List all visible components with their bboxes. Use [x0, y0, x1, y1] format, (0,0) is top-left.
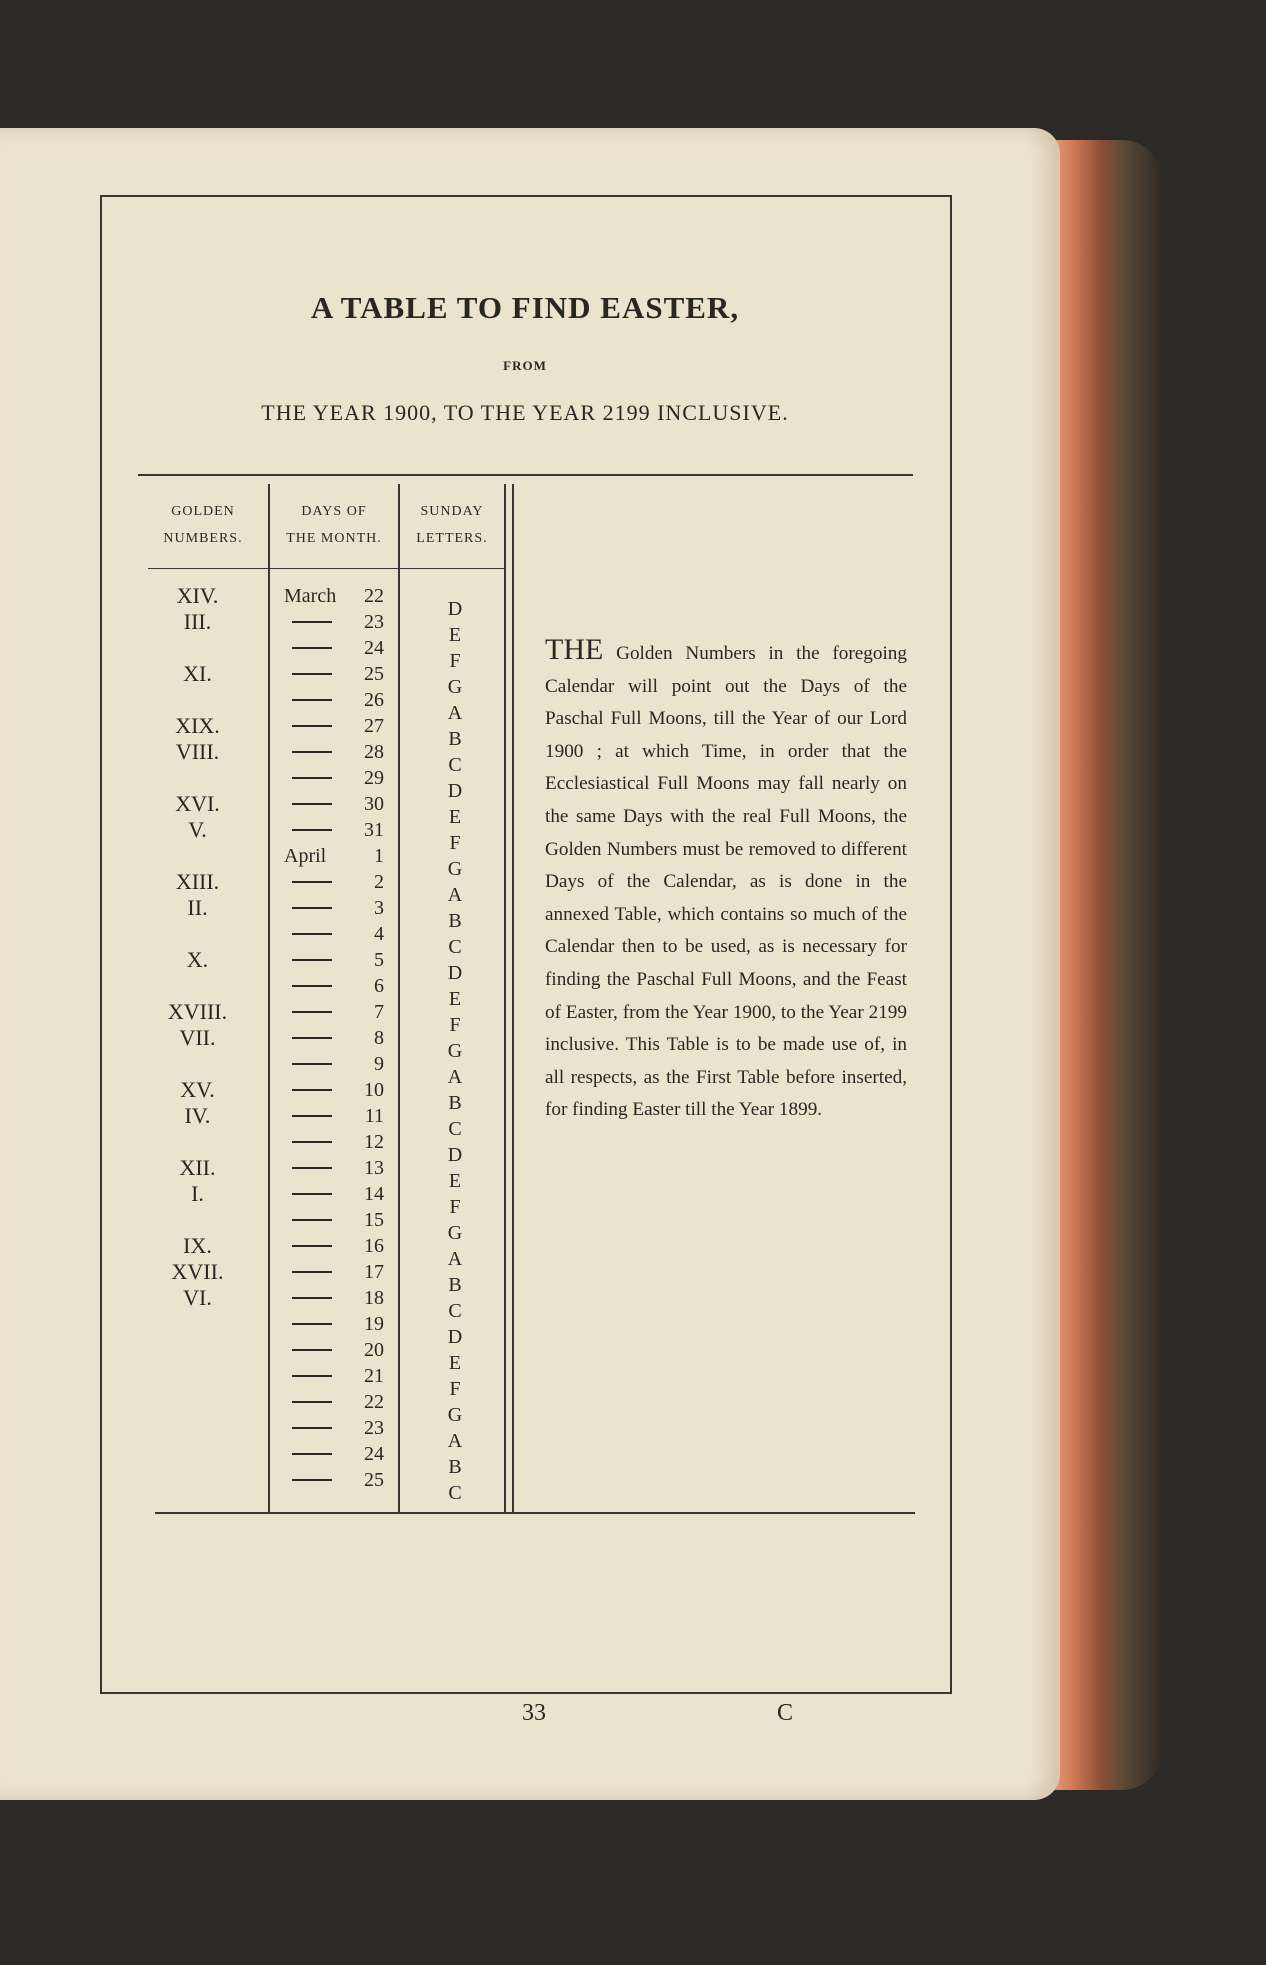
- day-row: [280, 661, 390, 687]
- golden-number-cell: III.: [183, 609, 212, 634]
- day-number: 27: [364, 715, 384, 737]
- ditto-dash: [292, 1089, 332, 1091]
- golden-number-cell: [140, 635, 255, 661]
- ditto-dash: [292, 881, 332, 883]
- sunday-letter-cell: F: [449, 832, 461, 854]
- ditto-dash: [292, 751, 332, 753]
- golden-number-cell: X.: [186, 947, 209, 972]
- golden-number-cell: XIV.: [176, 583, 219, 608]
- sunday-letter-cell: D: [447, 598, 463, 620]
- golden-number-cell: [140, 1129, 255, 1155]
- golden-numbers-column: [140, 583, 255, 1311]
- day-row: [280, 791, 390, 817]
- day-number: 30: [364, 793, 384, 815]
- day-row: [280, 1207, 390, 1233]
- ditto-dash: [292, 699, 332, 701]
- day-row: [280, 947, 390, 973]
- sunday-letter-cell: B: [448, 1456, 462, 1478]
- sunday-letter-cell: F: [449, 1014, 461, 1036]
- ditto-dash: [292, 1011, 332, 1013]
- day-number: 6: [374, 975, 384, 997]
- day-row: [280, 1259, 390, 1285]
- ditto-dash: [292, 673, 332, 675]
- day-number: 15: [364, 1209, 384, 1231]
- ditto-dash: [292, 985, 332, 987]
- golden-number-cell: XIII.: [175, 869, 220, 894]
- golden-number-cell: IV.: [184, 1103, 211, 1128]
- day-row: [280, 765, 390, 791]
- ditto-dash: [292, 1375, 332, 1377]
- sunday-letter-cell: E: [448, 624, 462, 646]
- golden-number-cell: IX.: [183, 1233, 212, 1258]
- table-top-rule: [138, 474, 913, 476]
- golden-number-cell: II.: [187, 895, 208, 920]
- sunday-letter-cell: C: [448, 754, 462, 776]
- ditto-dash: [292, 803, 332, 805]
- day-number: 8: [374, 1027, 384, 1049]
- ditto-dash: [292, 1323, 332, 1325]
- sunday-letter-cell: B: [448, 728, 462, 750]
- day-number: 31: [364, 819, 384, 841]
- explanatory-paragraph: [545, 634, 907, 1127]
- day-number: 7: [374, 1001, 384, 1023]
- golden-number-cell: [140, 843, 255, 869]
- day-number: 25: [364, 1469, 384, 1491]
- day-row: [280, 1025, 390, 1051]
- day-row: [280, 609, 390, 635]
- month-label: April: [284, 845, 327, 867]
- day-row: [280, 1103, 390, 1129]
- day-number: 21: [364, 1365, 384, 1387]
- day-row: [280, 1467, 390, 1493]
- golden-number-cell: XVII.: [171, 1259, 224, 1284]
- day-row: [280, 1389, 390, 1415]
- sunday-letter-cell: B: [448, 1274, 462, 1296]
- ditto-dash: [292, 1063, 332, 1065]
- ditto-dash: [292, 933, 332, 935]
- day-row: [280, 1337, 390, 1363]
- golden-number-cell: V.: [188, 817, 207, 842]
- day-number: 11: [364, 1105, 384, 1127]
- ditto-dash: [292, 1479, 332, 1481]
- day-row: [280, 999, 390, 1025]
- day-row: [280, 1233, 390, 1259]
- day-row: [280, 1077, 390, 1103]
- day-row: [280, 713, 390, 739]
- day-row: [280, 817, 390, 843]
- day-number: 5: [374, 949, 384, 971]
- sunday-letter-cell: G: [447, 1222, 463, 1244]
- day-row: [280, 1155, 390, 1181]
- sunday-letter-cell: A: [447, 1066, 463, 1088]
- sunday-letter-cell: F: [449, 650, 461, 672]
- ditto-dash: [292, 1349, 332, 1351]
- month-label: March: [284, 585, 337, 607]
- day-number: 12: [364, 1131, 384, 1153]
- ditto-dash: [292, 1167, 332, 1169]
- day-row: [280, 739, 390, 765]
- sunday-letter-cell: G: [447, 1404, 463, 1426]
- day-row: [280, 869, 390, 895]
- ditto-dash: [292, 725, 332, 727]
- sunday-letter-cell: E: [448, 1170, 462, 1192]
- ditto-dash: [292, 907, 332, 909]
- header-sunday-letters: SUNDAY LETTERS.: [416, 504, 488, 546]
- day-row: [280, 583, 390, 609]
- day-number: 29: [364, 767, 384, 789]
- day-number: 24: [364, 637, 384, 659]
- day-number: 22: [364, 1391, 384, 1413]
- day-number: 25: [364, 663, 384, 685]
- day-number: 22: [364, 585, 384, 607]
- ditto-dash: [292, 1193, 332, 1195]
- sunday-letter-cell: C: [448, 1300, 462, 1322]
- golden-number-cell: XIX.: [175, 713, 220, 738]
- ditto-dash: [292, 1427, 332, 1429]
- ditto-dash: [292, 829, 332, 831]
- column-rule-2: [398, 484, 400, 1514]
- golden-number-cell: XVI.: [175, 791, 220, 816]
- golden-number-cell: XVIII.: [167, 999, 228, 1024]
- day-number: 1: [374, 845, 384, 867]
- day-row: [280, 1415, 390, 1441]
- day-number: 26: [364, 689, 384, 711]
- day-row: [280, 1051, 390, 1077]
- sunday-letter-cell: C: [448, 1482, 462, 1504]
- day-row: [280, 843, 390, 869]
- ditto-dash: [292, 647, 332, 649]
- day-number: 24: [364, 1443, 384, 1465]
- days-column: [280, 583, 390, 1493]
- sunday-letter-cell: G: [447, 676, 463, 698]
- day-row: [280, 921, 390, 947]
- ditto-dash: [292, 959, 332, 961]
- column-rule-3: [504, 484, 506, 1514]
- day-row: [280, 635, 390, 661]
- sunday-letters-column: [430, 596, 480, 1506]
- sunday-letter-cell: E: [448, 1352, 462, 1374]
- ditto-dash: [292, 621, 332, 623]
- golden-number-cell: [140, 921, 255, 947]
- golden-number-cell: VI.: [183, 1285, 212, 1310]
- golden-number-cell: [140, 765, 255, 791]
- day-number: 17: [364, 1261, 384, 1283]
- golden-number-cell: XV.: [180, 1077, 215, 1102]
- signature-mark: C: [777, 1700, 794, 1726]
- sunday-letter-cell: D: [447, 1144, 463, 1166]
- day-row: [280, 1311, 390, 1337]
- sunday-letter-cell: A: [447, 884, 463, 906]
- golden-number-cell: [140, 973, 255, 999]
- ditto-dash: [292, 1141, 332, 1143]
- day-number: 23: [364, 1417, 384, 1439]
- sunday-letter-cell: B: [448, 910, 462, 932]
- sunday-letter-cell: C: [448, 1118, 462, 1140]
- ditto-dash: [292, 1453, 332, 1455]
- day-number: 16: [364, 1235, 384, 1257]
- header-golden-numbers: GOLDEN NUMBERS.: [163, 504, 243, 546]
- day-number: 2: [374, 871, 384, 893]
- sunday-letter-cell: A: [447, 1248, 463, 1270]
- day-row: [280, 687, 390, 713]
- sunday-letter-cell: F: [449, 1196, 461, 1218]
- table-title: A TABLE TO FIND EASTER,: [310, 290, 740, 325]
- sunday-letter-cell: A: [447, 1430, 463, 1452]
- title-range: THE YEAR 1900, TO THE YEAR 2199 INCLUSIVE.: [261, 400, 789, 425]
- sunday-letter-cell: D: [447, 962, 463, 984]
- day-row: [280, 1363, 390, 1389]
- ditto-dash: [292, 1115, 332, 1117]
- golden-number-cell: [140, 1051, 255, 1077]
- golden-number-cell: XII.: [179, 1155, 216, 1180]
- sunday-letter-cell: D: [447, 1326, 463, 1348]
- day-row: [280, 973, 390, 999]
- day-number: 18: [364, 1287, 384, 1309]
- ditto-dash: [292, 1271, 332, 1273]
- title-from: FROM: [503, 358, 547, 373]
- column-rule-4: [512, 484, 514, 1514]
- day-number: 14: [364, 1183, 384, 1205]
- day-row: [280, 1285, 390, 1311]
- sunday-letter-cell: C: [448, 936, 462, 958]
- sunday-letter-cell: B: [448, 1092, 462, 1114]
- golden-number-cell: I.: [191, 1181, 204, 1206]
- day-number: 20: [364, 1339, 384, 1361]
- ditto-dash: [292, 1297, 332, 1299]
- day-number: 19: [364, 1313, 384, 1335]
- sunday-letter-cell: G: [447, 1040, 463, 1062]
- day-row: [280, 1129, 390, 1155]
- page-number: 33: [522, 1700, 546, 1726]
- golden-number-cell: XI.: [183, 661, 212, 686]
- ditto-dash: [292, 1401, 332, 1403]
- golden-number-cell: [140, 1207, 255, 1233]
- sunday-letter-cell: E: [448, 806, 462, 828]
- day-number: 23: [364, 611, 384, 633]
- column-rule-1: [268, 484, 270, 1514]
- ditto-dash: [292, 1245, 332, 1247]
- day-row: [280, 1181, 390, 1207]
- day-number: 28: [364, 741, 384, 763]
- day-number: 13: [364, 1157, 384, 1179]
- paragraph-text: Golden Numbers in the foregoing Calendar will point out the Days of the Paschal Full Moons, till the Year of our Lord 1900 ; at which Time, in order that the Ecclesiastical Full Moons may fall nearly on the same Days with the real Full Moons, the Golden Numbers must be removed to different Days of the Calendar, as is done in the annexed Table, which contains so much of the Calendar then to be used, as is necessary for finding the Paschal Full Moons, and the Feast of Easter, from the Year 1900, to the Year 2199 inclusive. This Table is to be made use of, in all respects, as the First Table before inserted, for finding Easter till the Year 1899.: [545, 643, 907, 1121]
- header-underline: [148, 568, 504, 569]
- paragraph-dropcap: THE: [545, 633, 604, 666]
- sunday-letter-cell: D: [447, 780, 463, 802]
- day-number: 10: [364, 1079, 384, 1101]
- day-number: 9: [374, 1053, 384, 1075]
- golden-number-cell: [140, 687, 255, 713]
- day-row: [280, 1441, 390, 1467]
- ditto-dash: [292, 1219, 332, 1221]
- ditto-dash: [292, 1037, 332, 1039]
- ditto-dash: [292, 777, 332, 779]
- sunday-letter-cell: F: [449, 1378, 461, 1400]
- day-number: 3: [374, 897, 384, 919]
- sunday-letter-cell: A: [447, 702, 463, 724]
- sunday-letter-cell: G: [447, 858, 463, 880]
- sunday-letter-cell: E: [448, 988, 462, 1010]
- day-row: [280, 895, 390, 921]
- day-number: 4: [374, 923, 384, 945]
- golden-number-cell: VIII.: [175, 739, 220, 764]
- golden-number-cell: VII.: [179, 1025, 216, 1050]
- header-days-of-month: DAYS OF THE MONTH.: [286, 504, 382, 546]
